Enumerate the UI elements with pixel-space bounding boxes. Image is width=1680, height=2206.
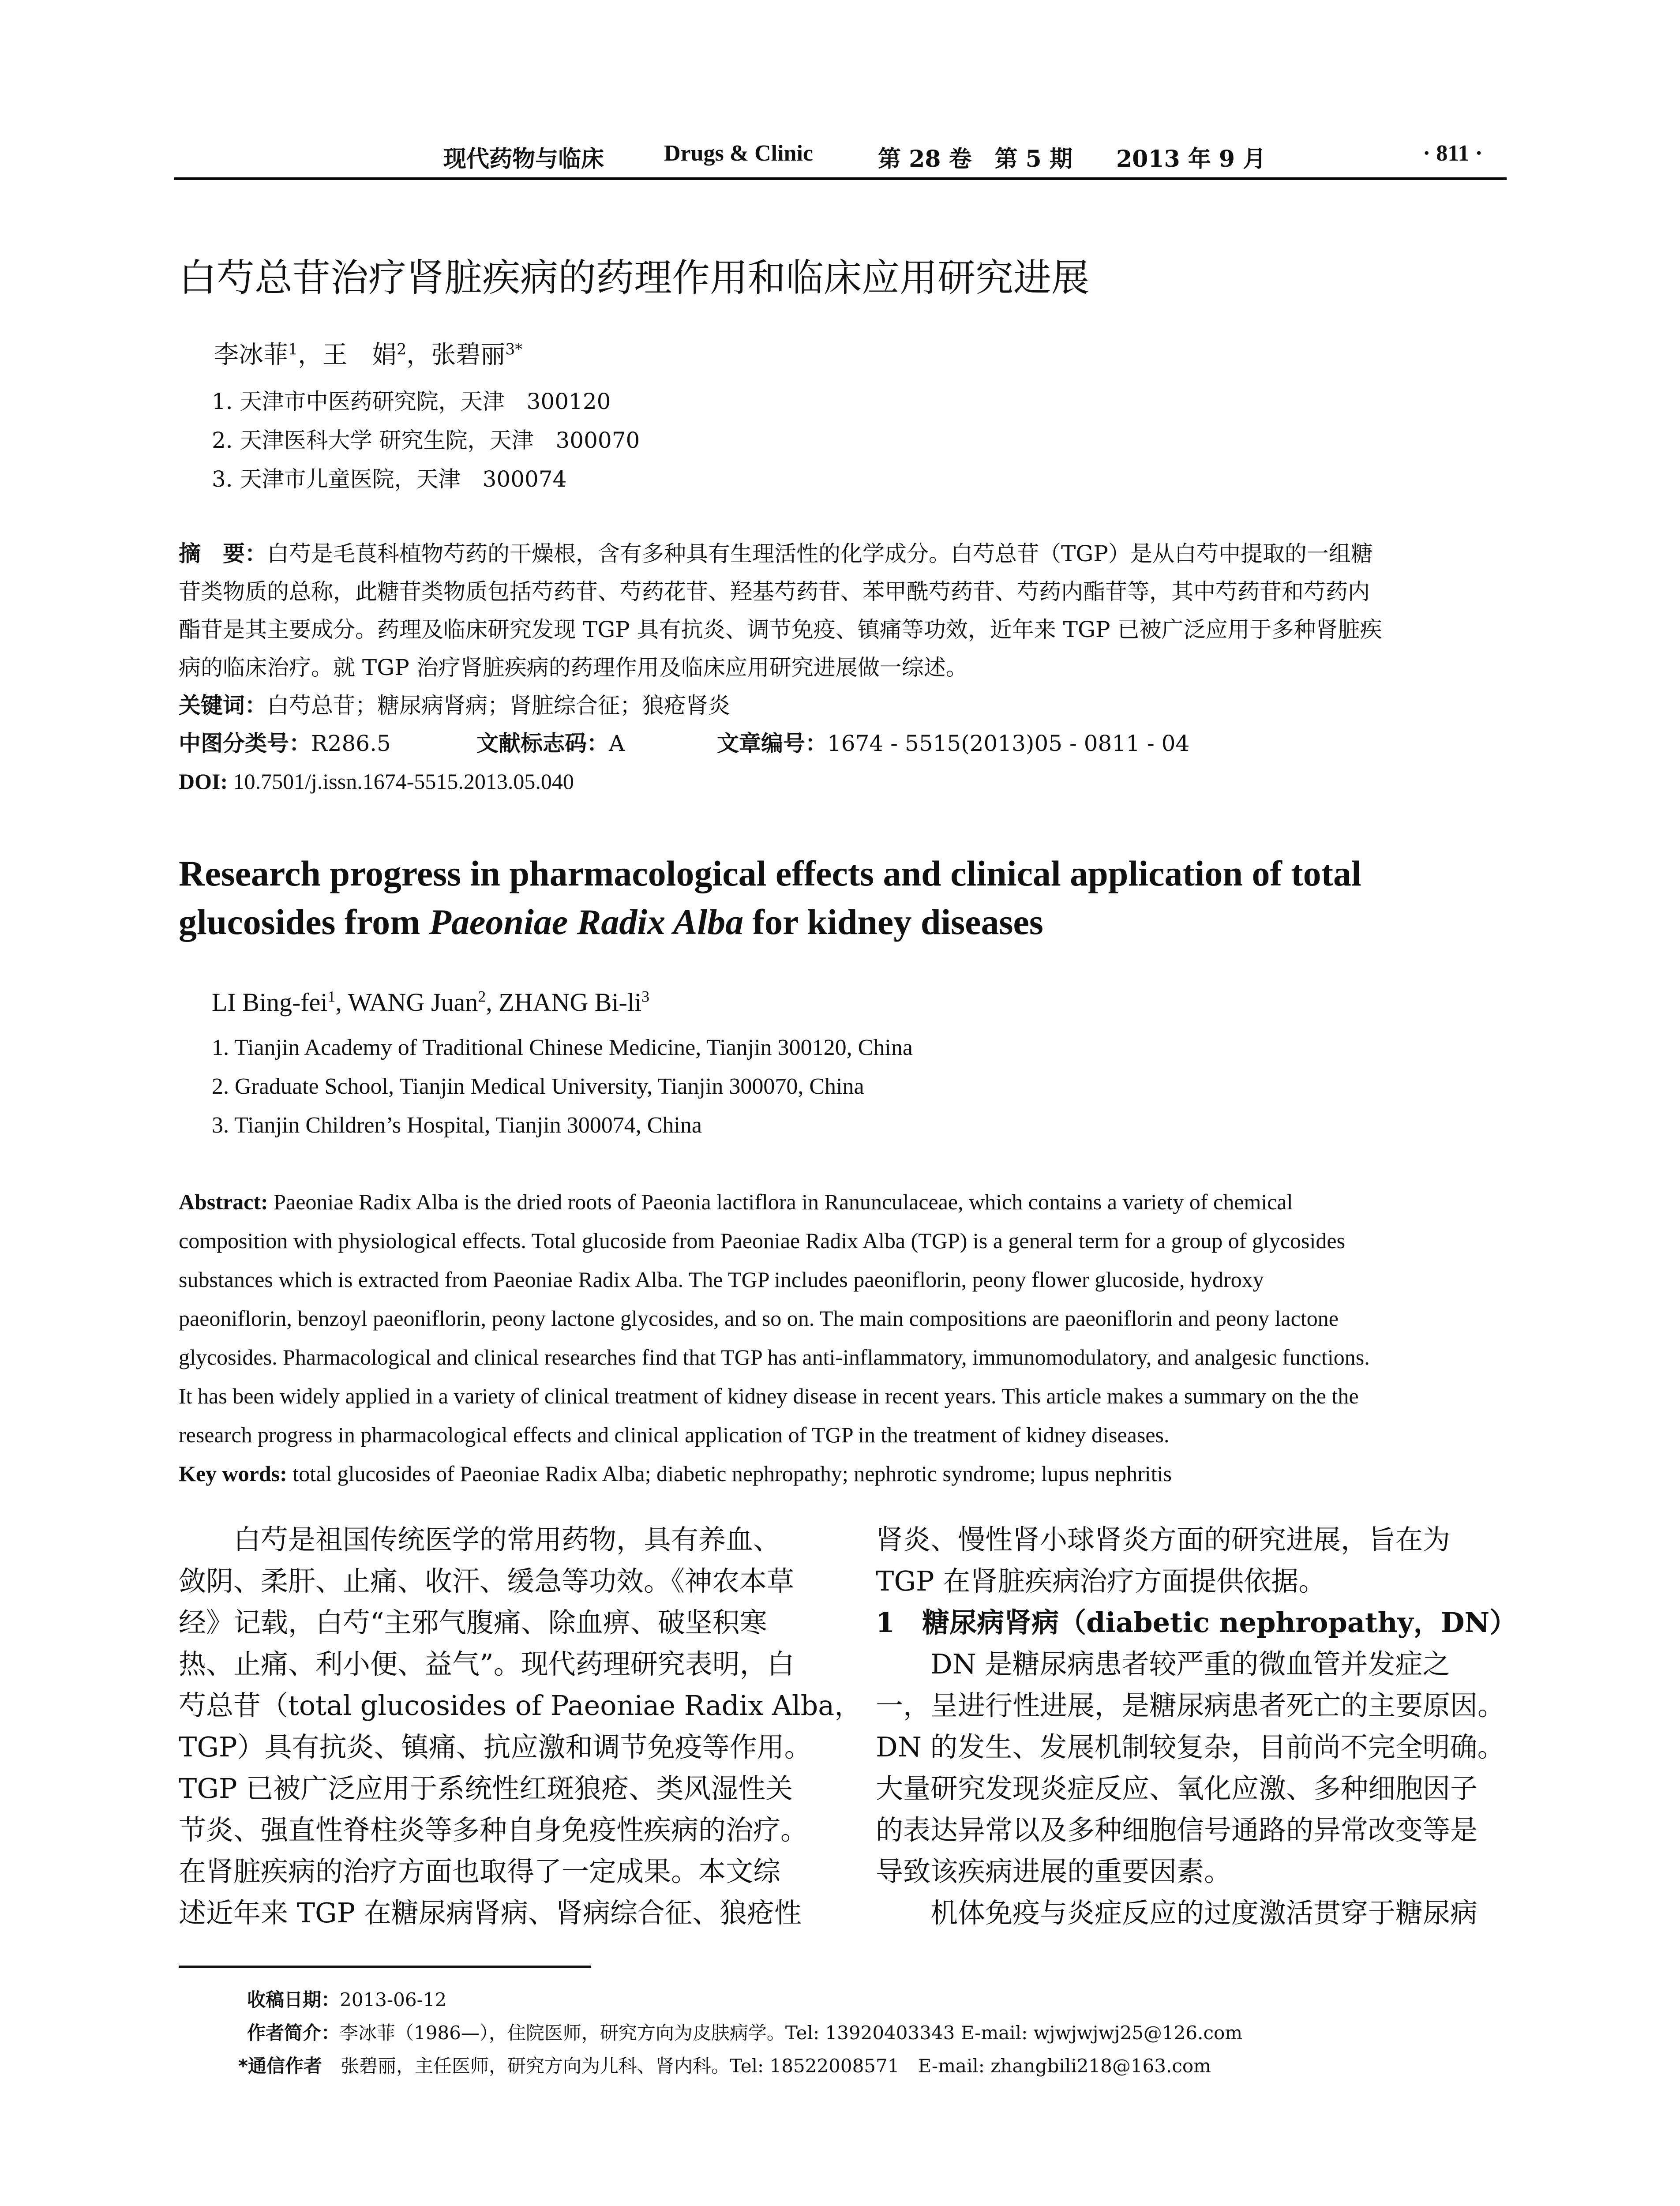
article-label: 文章编号： [717, 731, 827, 756]
footnote-rule [179, 1966, 591, 1968]
author-en-3: ZHANG Bi-li [499, 988, 642, 1017]
body-left-line-5: 芍总苷（total glucosides of Paeoniae Radix Alba， [179, 1689, 862, 1722]
footnote-author [247, 2018, 1242, 2045]
doi-value: 10.7501/j.issn.1674-5515.2013.05.040 [233, 769, 574, 794]
body-left-line-7: TGP 已被广泛应用于系统性红斑狼疮、类风湿性关 [179, 1772, 793, 1805]
author-en-1: LI Bing-fei [212, 988, 328, 1017]
section-1-heading: 1 糖尿病肾病（diabetic nephropathy，DN） [876, 1606, 1517, 1639]
abstract-en-label: Abstract: [179, 1189, 268, 1214]
body-right-line-1: 肾炎、慢性肾小球肾炎方面的研究进展，旨在为 [876, 1523, 1451, 1556]
volume-issue: 第 28 卷 第 5 期 [878, 146, 1072, 173]
journal-name-en: Drugs & Clinic [664, 141, 813, 166]
clc-label: 中图分类号： [179, 731, 311, 756]
author-1: 李冰菲 [214, 341, 288, 369]
abstract-en-line-3: substances which is extracted from Paeoniae Radix Alba. The TGP includes paeoniflorin, peony flower glucoside, hydroxy [179, 1267, 1264, 1292]
affiliation-cn-3: 3. 天津市儿童医院，天津 300074 [212, 466, 567, 492]
received-label: 收稿日期： [247, 1989, 340, 2011]
keywords-cn-text: 白芍总苷；糖尿病肾病；肾脏综合征；狼疮肾炎 [267, 693, 730, 718]
author-en-2: WANG Juan [348, 988, 478, 1017]
title-cn: 白芍总苷治疗肾脏疾病的药理作用和临床应用研究进展 [179, 256, 1089, 300]
document-code [476, 724, 625, 762]
authors-en [212, 987, 649, 1017]
keywords-en-label: Key words: [179, 1461, 287, 1486]
author-en-2-sup: 2 [478, 987, 486, 1005]
keywords-cn [179, 687, 730, 724]
abstract-en-line-6: It has been widely applied in a variety of clinical treatment of kidney disease in recent years. This article makes a summary on the the [179, 1384, 1359, 1408]
article-value: 1674 - 5515(2013)05 - 0811 - 04 [827, 731, 1190, 756]
author-1-sup: 1 [288, 341, 298, 359]
doc-value: A [609, 731, 625, 756]
body-right-line-8: 导致该疾病进展的重要因素。 [876, 1855, 1232, 1887]
title-en-line-1: Research progress in pharmacological effects and clinical application of total [179, 853, 1361, 893]
page-number: · 811 · [1423, 141, 1483, 166]
author-en-3-sup: 3 [641, 987, 650, 1005]
abstract-en-line-5: glycosides. Pharmacological and clinical researches find that TGP has anti-inflammatory, immunomodulatory, and analgesic functions. [179, 1345, 1370, 1369]
running-header [174, 140, 1507, 176]
body-left-line-4: 热、止痛、利小便、益气”。现代药理研究表明，白 [179, 1648, 795, 1680]
abstract-en-text: Paeoniae Radix Alba is the dried roots of Paeonia lactiflora in Ranunculaceae, which contains a variety of chemical [268, 1189, 1293, 1214]
body-left-line-6: TGP）具有抗炎、镇痛、抗应激和调节免疫等作用。 [179, 1731, 812, 1763]
journal-name-cn: 现代药物与临床 [443, 146, 604, 173]
abstract-cn-text: 白芍是毛茛科植物芍药的干燥根，含有多种具有生理活性的化学成分。白芍总苷（TGP）是从白芍中提取的一组糖 [267, 541, 1373, 567]
title-en-italic: Paeoniae Radix Alba [429, 902, 744, 942]
body-left-line-9: 在肾脏疾病的治疗方面也取得了一定成果。本文综 [179, 1855, 781, 1887]
abstract-en-line-7: research progress in pharmacological effects and clinical application of TGP in the treatment of kidney diseases. [179, 1422, 1170, 1447]
author-en-sep: , [486, 988, 499, 1017]
body-left-line-10: 述近年来 TGP 在糖尿病肾病、肾病综合征、狼疮性 [179, 1897, 802, 1929]
body-left-line-3: 经》记载，白芍“主邪气腹痛、除血痹、破坚积寒 [179, 1606, 767, 1639]
author-2-sup: 2 [397, 341, 407, 359]
clc-number [179, 724, 391, 762]
author-3: 张碧丽 [431, 341, 506, 369]
body-right-line-9: 机体免疫与炎症反应的过度激活贯穿于糖尿病 [876, 1897, 1478, 1929]
footnote-corresponding [238, 2052, 1211, 2078]
affiliation-cn-1: 1. 天津市中医药研究院，天津 300120 [212, 389, 611, 414]
title-en-line-2 [179, 898, 1524, 946]
author-bio-value: 李冰菲（1986—），住院医师，研究方向为皮肤病学。Tel: 13920403343 E-mail: wjwjwjwj25@126.com [340, 2022, 1243, 2044]
body-right-line-4: 一，呈进行性进展，是糖尿病患者死亡的主要原因。 [876, 1689, 1505, 1722]
body-right-line-3: DN 是糖尿病患者较严重的微血管并发症之 [876, 1648, 1450, 1680]
header-rule [174, 177, 1507, 180]
abstract-en-line-4: paeoniflorin, benzoyl paeoniflorin, peony lactone glycosides, and so on. The main compositions are paeoniflorin and peony lactone [179, 1306, 1339, 1331]
abstract-en-line-1 [179, 1182, 1293, 1221]
author-2: 王 娟 [322, 341, 397, 369]
clc-value: R286.5 [311, 731, 391, 756]
doc-label: 文献标志码： [476, 731, 609, 756]
title-en-post: for kidney diseases [743, 902, 1043, 942]
corresponding-label: *通信作者 [238, 2055, 322, 2077]
body-left-line-2: 敛阴、柔肝、止痛、收汗、缓急等功效。《神农本草 [179, 1565, 795, 1597]
body-left-line-8: 节炎、强直性脊柱炎等多种自身免疫性疾病的治疗。 [179, 1814, 808, 1846]
doi-label: DOI: [179, 769, 228, 794]
footnote-received [247, 1985, 446, 2012]
author-en-1-sup: 1 [327, 987, 336, 1005]
abstract-cn-line-2: 苷类物质的总称，此糖苷类物质包括芍药苷、芍药花苷、羟基芍药苷、苯甲酰芍药苷、芍药内酯苷等，其中芍药苷和芍药内 [179, 579, 1370, 604]
abstract-cn-line-4: 病的临床治疗。就 TGP 治疗肾脏疾病的药理作用及临床应用研究进展做一综述。 [179, 655, 968, 680]
keywords-en [179, 1454, 1172, 1493]
publication-date: 2013 年 9 月 [1116, 146, 1266, 173]
corresponding-value: 张碧丽，主任医师，研究方向为儿科、肾内科。Tel: 18522008571 E-mail: zhangbili218@163.com [322, 2055, 1211, 2077]
article-number [717, 724, 1189, 762]
body-right-line-5: DN 的发生、发展机制较复杂，目前尚不完全明确。 [876, 1731, 1505, 1763]
title-en-pre: glucosides from [179, 902, 429, 942]
author-sep: ， [298, 341, 323, 369]
doi [179, 762, 574, 800]
affiliation-cn-2: 2. 天津医科大学 研究生院，天津 300070 [212, 428, 640, 453]
body-left-line-1: 白芍是祖国传统医学的常用药物，具有养血、 [179, 1523, 781, 1556]
keywords-cn-label: 关键词： [179, 693, 267, 718]
abstract-cn-line-3: 酯苷是其主要成分。药理及临床研究发现 TGP 具有抗炎、调节免疫、镇痛等功效，近年来 TGP 已被广泛应用于多种肾脏疾 [179, 617, 1382, 642]
body-right-line-6: 大量研究发现炎症反应、氧化应激、多种细胞因子 [876, 1772, 1478, 1805]
body-right-line-2: TGP 在肾脏疾病治疗方面提供依据。 [876, 1565, 1326, 1597]
abstract-en-line-2: composition with physiological effects. Total glucoside from Paeoniae Radix Alba (TGP) is a general term for a group of glycosides [179, 1228, 1346, 1253]
author-sep: ， [406, 341, 431, 369]
author-bio-label: 作者简介： [247, 2022, 340, 2044]
keywords-en-text: total glucosides of Paeoniae Radix Alba; diabetic nephropathy; nephrotic syndrome; lupus nephritis [287, 1461, 1172, 1486]
author-3-sup: 3* [505, 341, 523, 359]
authors-cn [214, 335, 523, 371]
affiliation-en-1: 1. Tianjin Academy of Traditional Chinese Medicine, Tianjin 300120, China [212, 1035, 913, 1060]
abstract-cn-label: 摘 要： [179, 541, 267, 567]
affiliation-en-3: 3. Tianjin Children’s Hospital, Tianjin 300074, China [212, 1113, 702, 1138]
body-right-line-7: 的表达异常以及多种细胞信号通路的异常改变等是 [876, 1814, 1478, 1846]
author-en-sep: , [335, 988, 348, 1017]
received-value: 2013-06-12 [340, 1989, 447, 2011]
affiliation-en-2: 2. Graduate School, Tianjin Medical University, Tianjin 300070, China [212, 1074, 864, 1099]
title-en [179, 849, 1524, 946]
abstract-cn-line-1 [179, 535, 1373, 573]
